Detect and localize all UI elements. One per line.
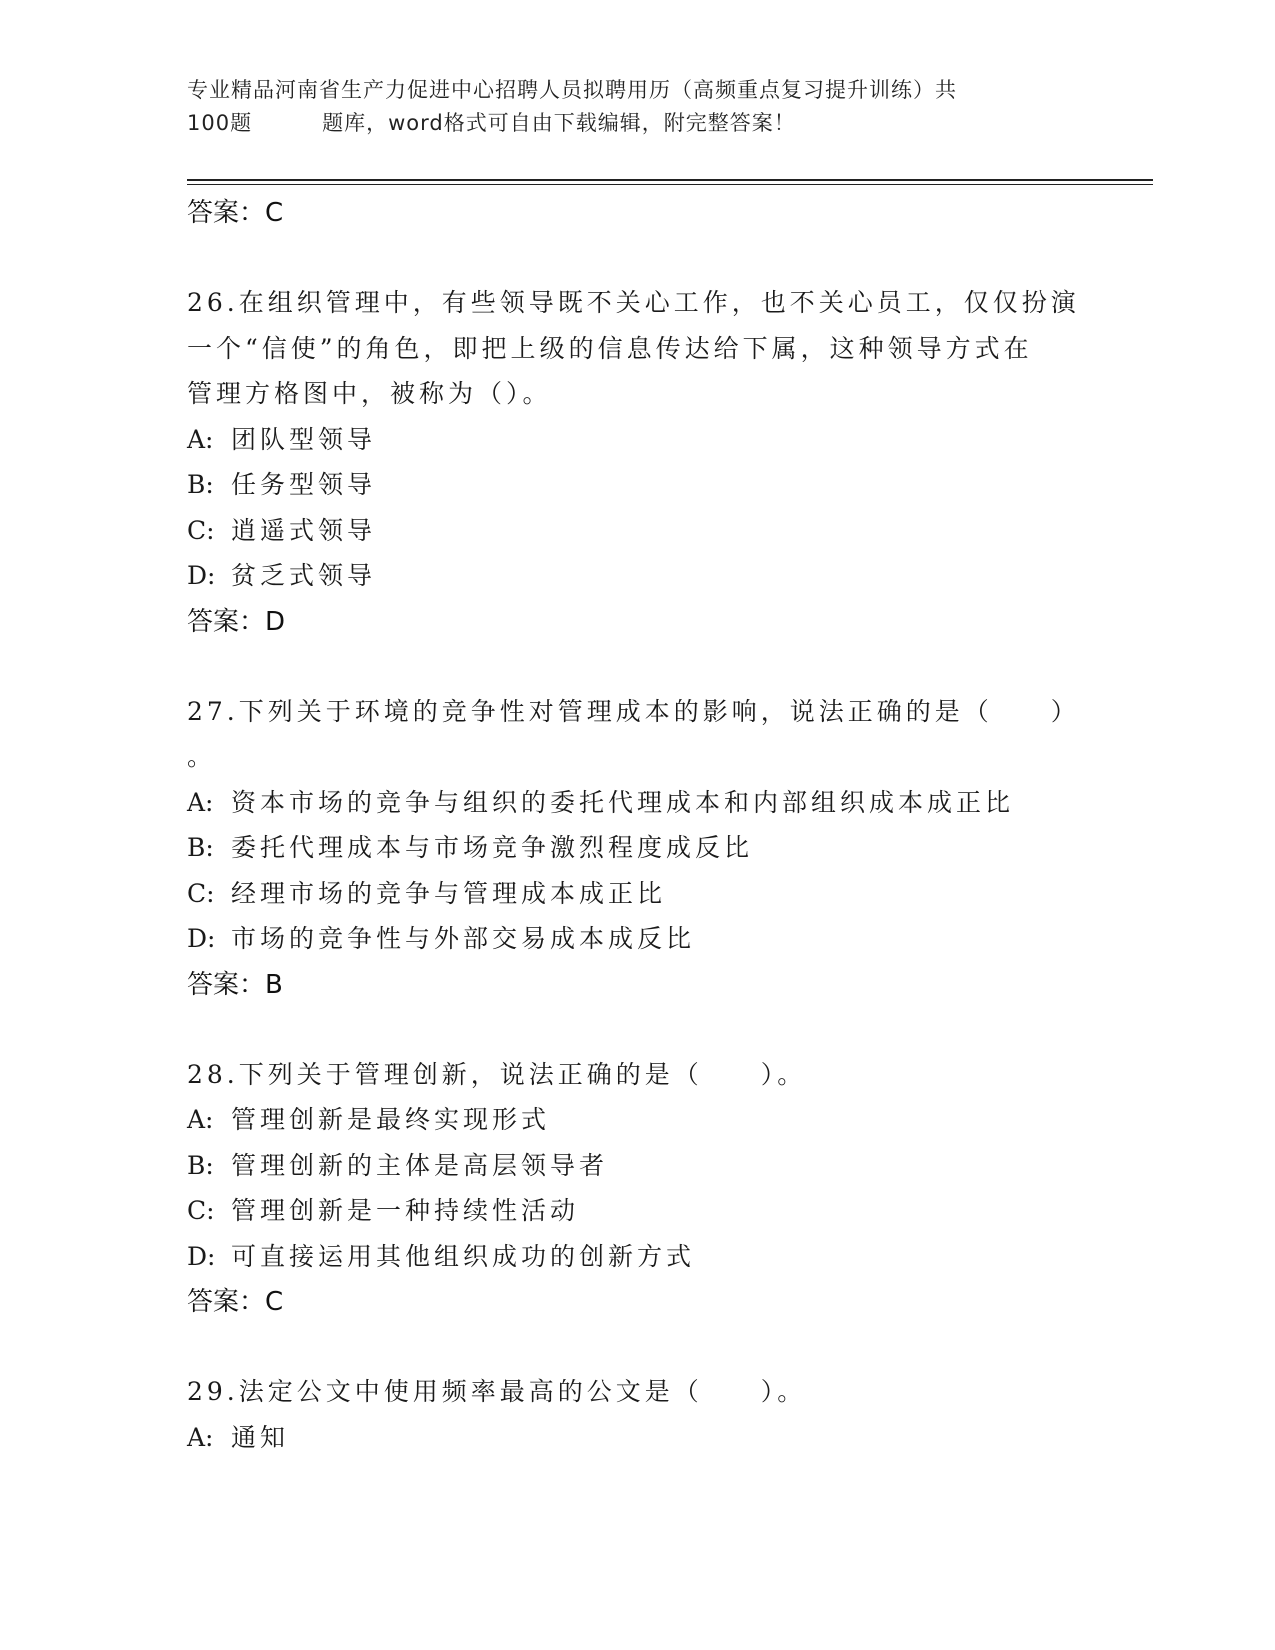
option-letter: A: — [187, 787, 214, 817]
option-text: 经理市场的竞争与管理成本成正比 — [231, 878, 667, 908]
document-header — [187, 74, 1087, 140]
option-c — [187, 1188, 1087, 1234]
option-text: 市场的竞争性与外部交易成本成反比 — [231, 924, 696, 953]
question-text-line: 一个“信使”的角色，即把上级的信息传达给下属，这种领导方式在 — [187, 333, 1033, 363]
question-text-line: 27.下列关于环境的竞争性对管理成本的影响，说法正确的是（ ） — [187, 696, 1080, 726]
option-letter: D: — [187, 1241, 216, 1271]
answer-26: 答案：D — [187, 606, 286, 637]
option-letter: B: — [187, 1150, 214, 1180]
question-29 — [187, 1369, 1087, 1460]
option-text: 贫乏式领导 — [231, 561, 377, 590]
option-text: 逍遥式领导 — [231, 515, 377, 545]
option-c — [187, 508, 1087, 554]
option-text: 管理创新是一种持续性活动 — [231, 1196, 580, 1225]
option-letter: C: — [187, 515, 215, 545]
header-divider-thin — [187, 184, 1153, 185]
option-letter: A: — [187, 1105, 214, 1134]
option-text: 团队型领导 — [231, 424, 377, 454]
question-27 — [187, 689, 1087, 1008]
option-text: 可直接运用其他组织成功的创新方式 — [231, 1241, 696, 1271]
header-title-line-2 — [187, 107, 1087, 140]
question-text-line: 29.法定公文中使用频率最高的公文是（ ）。 — [187, 1377, 807, 1406]
question-28 — [187, 1052, 1087, 1326]
option-d — [187, 916, 1087, 962]
option-c — [187, 871, 1087, 917]
question-text-line: 28.下列关于管理创新，说法正确的是（ ）。 — [187, 1059, 807, 1089]
option-letter: A: — [187, 424, 214, 454]
question-text-line: 26.在组织管理中，有些领导既不关心工作，也不关心员工，仅仅扮演 — [187, 288, 1080, 317]
header-title-line-1: 专业精品河南省生产力促进中心招聘人员拟聘用历（高频重点复习提升训练）共 — [187, 78, 957, 102]
option-text: 通知 — [231, 1422, 290, 1452]
option-letter: B: — [187, 833, 214, 862]
answer-28: 答案：C — [187, 1287, 284, 1317]
option-letter: C: — [187, 1196, 215, 1225]
question-text-line: 管理方格图中，被称为（）。 — [187, 379, 552, 408]
option-a — [187, 780, 1087, 826]
option-a — [187, 1415, 1087, 1461]
answer-27: 答案：B — [187, 969, 283, 1000]
option-letter: B: — [187, 470, 214, 499]
option-letter: D: — [187, 561, 216, 590]
option-text: 管理创新是最终实现形式 — [231, 1105, 551, 1134]
option-text: 任务型领导 — [231, 470, 377, 499]
option-text: 管理创新的主体是高层领导者 — [231, 1150, 609, 1180]
answer-25: 答案：C — [187, 198, 284, 228]
option-letter: C: — [187, 878, 215, 908]
option-a — [187, 1097, 1087, 1143]
option-letter: A: — [187, 1422, 214, 1452]
header-description: 题库，word格式可自由下载编辑，附完整答案！ — [322, 111, 796, 135]
option-text: 委托代理成本与市场竞争激烈程度成反比 — [231, 833, 754, 862]
option-d — [187, 553, 1087, 599]
option-letter: D: — [187, 924, 216, 953]
option-b — [187, 1143, 1087, 1189]
question-26 — [187, 280, 1087, 645]
option-a — [187, 417, 1087, 463]
header-divider-thick — [187, 179, 1153, 181]
question-text-line: 。 — [187, 742, 217, 771]
option-text: 资本市场的竞争与组织的委托代理成本和内部组织成本成正比 — [231, 787, 1015, 817]
option-d — [187, 1234, 1087, 1280]
question-list — [187, 190, 1087, 1504]
option-b — [187, 825, 1087, 871]
option-b — [187, 462, 1087, 508]
header-count: 100题 — [187, 111, 253, 135]
